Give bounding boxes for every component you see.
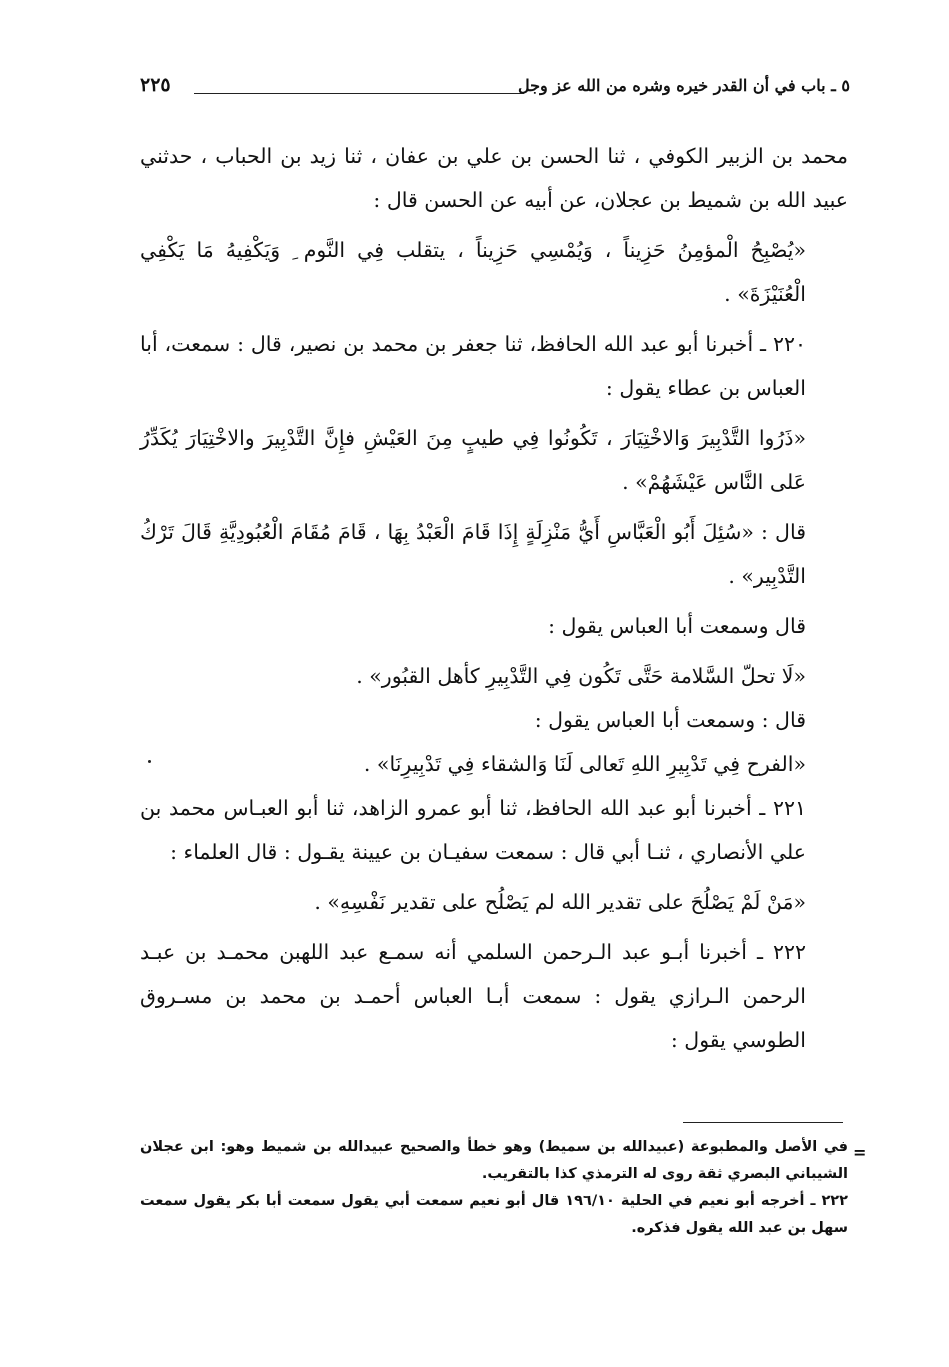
quote-hasan: «يُصْبِحُ الْمؤمِنُ حَزِيناً ، وَيُمْسِي حَزِيناً ، يتقلب فِي النَّوم ِ وَيَكْفِيهُ مَا يَكْفِي الْعُنَيْزَةَ» . <box>140 238 806 306</box>
footnote-shumait: في الأصل والمطبوعة (عبيدالله بن سميط) وهو خطأ والصحيح عبيدالله بن شميط وهو: ابن عجلان الشيباني البصري ثقة روى له الترمذي كذا بالتقريب. <box>140 1139 848 1182</box>
footnotes <box>140 1134 848 1242</box>
quote-tadbir: «ذَرُوا التَّدْبِيرَ وَالاخْتِيَارَ ، تَكُونُوا فِي طيبٍ مِنَ العَيْشِ فإِنَّ التَّدْبِيرَ والاخْتِيَارَ يُكَدِّرُ عَلى النَّاس عَيْشَهُمْ» . <box>140 426 806 494</box>
paragraph-abbas-said-1: قال وسمعت أبا العباس يقول : <box>548 614 806 638</box>
header-rule <box>194 93 524 94</box>
paragraph-chain-continuation: محمد بن الزبير الكوفي ، ثنا الحسن بن علي بن عفان ، ثنا زيد بن الحباب ، حدثني عبيد الله بن شميط بن عجلان، عن أبيه عن الحسن قال : <box>140 144 848 212</box>
quote-farah: «الفرح فِي تَدْبِيرِ اللهِ تَعالى لَنَا وَالشقاء فِي تَدْبِيرِنَا» . <box>363 752 806 776</box>
running-head-title: ٥ ـ باب في أن القدر خيره وشره من الله عز وجل <box>518 76 850 95</box>
footnote-continuation-marker: = <box>853 1143 867 1162</box>
paragraph-222: ٢٢٢ ـ أخبرنا أبـو عبد الـرحمن السلمي أنه سمـع عبد اللهبن محمـد بن عبـد الرحمن الـرازي يقول : سمعت أبـا العباس أحمـد بن محمد بن مسـروق الطوسي يقول : <box>140 940 806 1052</box>
paragraph-221: ٢٢١ ـ أخبرنا أبو عبد الله الحافظ، ثنا أبو عمرو الزاهد، ثنا أبو العبـاس محمد بن علي الأنصاري ، ثنـا أبي قال : سمعت سفيـان بن عيينة يقـول : قال العلماء : <box>140 796 806 864</box>
page-header <box>140 72 850 106</box>
footnote-separator <box>683 1122 843 1123</box>
paragraph-220: ٢٢٠ ـ أخبرنا أبو عبد الله الحافظ، ثنا جعفر بن محمد بن نصير، قال : سمعت، أبا العباس بن عطاء يقول : <box>140 332 806 400</box>
paragraph-abbas-said-2: قال : وسمعت أبا العباس يقول : <box>534 708 806 732</box>
scan-speck <box>148 760 151 763</box>
paragraph-abbas-question: قال : «سُئِلَ أَبُو الْعَبَّاسِ أَيُّ مَنْزِلَةٍ إِذَا قَامَ الْعَبْدُ بِهَا ، قَامَ مُقَامَ الْعُبُودِيَّةِ قَالَ تَرْكُ التَّدْبِير» . <box>140 520 806 588</box>
main-text <box>140 134 848 1062</box>
quote-salama: «لَا تحلّ السَّلامة حَتَّى تَكُون فِي التَّدْبِيرِ كأهل القبُور» . <box>356 664 806 688</box>
footnote-222: ٢٢٢ ـ أخرجه أبو نعيم في الحلية ١٩٦/١٠ قال أبو نعيم سمعت أبي يقول سمعت أبا بكر يقول سمعت سهل بن عبد الله يقول فذكره. <box>140 1193 849 1236</box>
page-number: ٢٢٥ <box>140 74 171 96</box>
quote-ulama: «مَنْ لَمْ يَصْلُحَ على تقدير الله لم يَصْلُح على تقدير نَفْسِهِ» . <box>314 890 806 914</box>
